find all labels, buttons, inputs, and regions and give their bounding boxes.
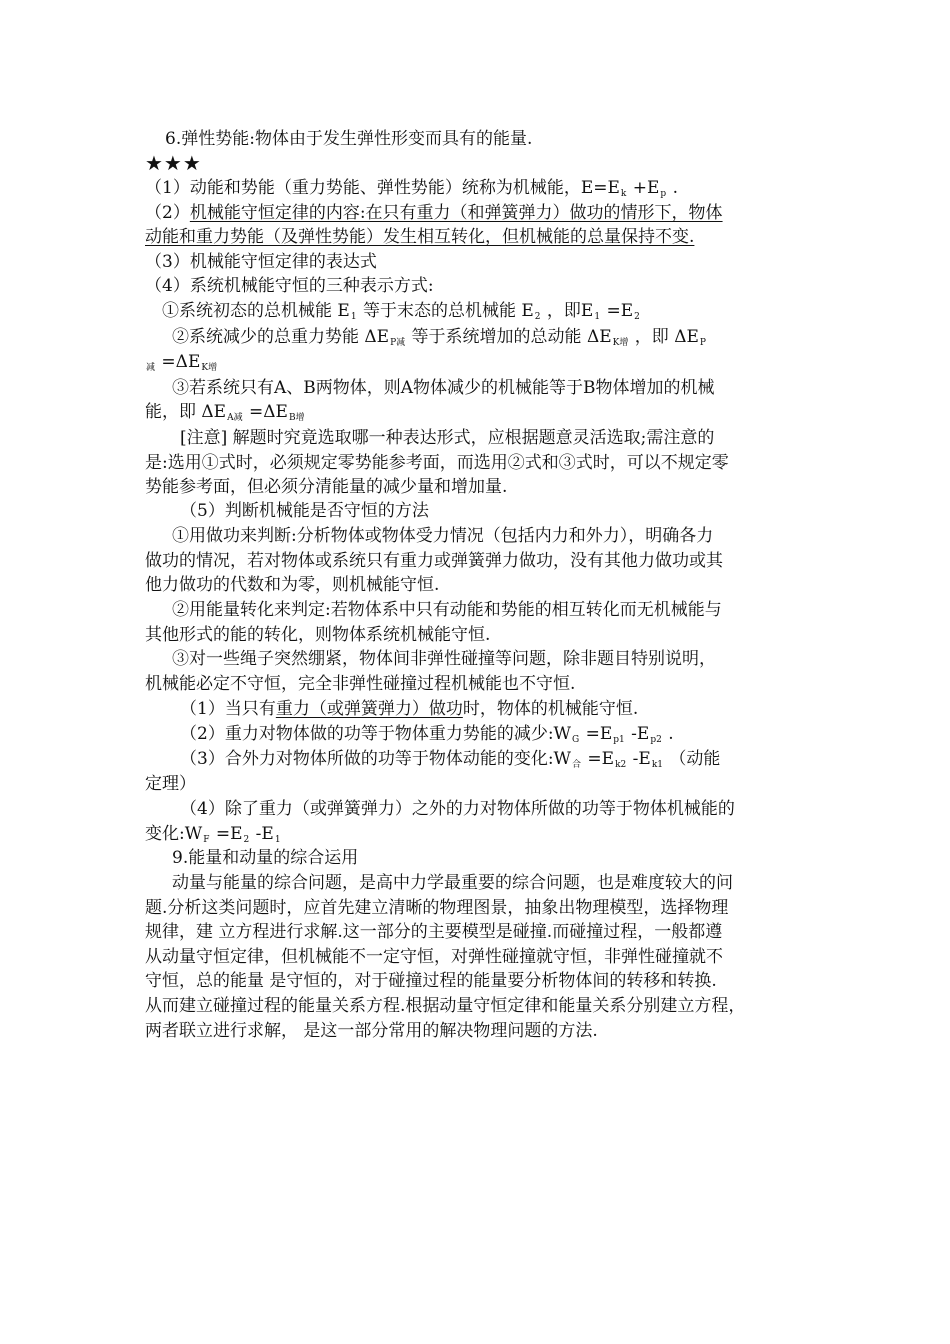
text: ，即E <box>541 301 594 321</box>
paragraph-line <box>180 797 735 821</box>
text: 9.能量和动量的综合运用 <box>172 848 359 868</box>
paragraph-line <box>145 201 723 225</box>
text: =ΔE <box>243 402 288 422</box>
paragraph-line <box>145 969 717 993</box>
paragraph-line <box>145 573 439 597</box>
paragraph-line <box>172 647 716 671</box>
text: ②用能量转化来判定:若物体系中只有动能和势能的相互转化而无机械能与 <box>172 600 722 620</box>
text: （动能 <box>664 749 721 769</box>
text: 6.弹性势能:物体由于发生弹性形变而具有的能量. <box>165 129 533 149</box>
subscript: k <box>620 189 627 199</box>
paragraph-line <box>172 598 722 622</box>
paragraph-line <box>172 325 707 355</box>
text: （5）判断机械能是否守恒的方法 <box>180 501 429 521</box>
text: =ΔE <box>156 352 201 372</box>
paragraph-line <box>172 871 733 895</box>
text: 势能参考面，但必须分清能量的减少量和增加量. <box>145 477 508 497</box>
text: 规律，建 立方程进行求解.这一部分的主要模型是碰撞.而碰撞过程，一般都遵 <box>145 922 723 942</box>
text: =E <box>210 824 243 844</box>
text: （2）重力对物体做的功等于物体重力势能的减少:W <box>180 724 572 744</box>
text: 动量与能量的综合问题，是高中力学最重要的综合问题，也是难度较大的问 <box>172 873 733 893</box>
subscript: K增 <box>612 338 629 348</box>
text: 他力做功的代数和为零，则机械能守恒. <box>145 575 440 595</box>
paragraph-line <box>145 274 434 298</box>
text: （3）合外力对物体所做的功等于物体动能的变化:W <box>180 749 572 769</box>
paragraph-line <box>172 524 713 548</box>
paragraph-line <box>145 451 729 475</box>
subscript: k1 <box>651 760 664 770</box>
text: 时，物体的机械能守恒. <box>462 699 639 719</box>
paragraph-line <box>180 747 720 777</box>
text: 做功的情况，若对物体或系统只有重力或弹簧弹力做功，没有其他力做功或其 <box>145 551 723 571</box>
subscript: 2 <box>534 312 541 322</box>
text: [注意] 解题时究竟选取哪一种表达形式，应根据题意灵活选取;需注意的 <box>180 428 715 448</box>
text: ①用做功来判断:分析物体或物体受力情况（包括内力和外力），明确各力 <box>172 526 714 546</box>
text: 等于系统增加的总动能 ΔE <box>406 327 612 347</box>
text: （2） <box>145 203 190 223</box>
subscript: P <box>699 338 706 348</box>
subscript: 合 <box>572 760 582 770</box>
paragraph-line <box>145 475 507 499</box>
paragraph-line <box>145 994 745 1018</box>
paragraph-line <box>145 549 723 573</box>
subscript: K增 <box>201 363 218 373</box>
paragraph-line <box>145 772 196 796</box>
subscript: 1 <box>274 835 281 845</box>
paragraph-line <box>180 426 714 450</box>
text: 定理） <box>145 774 196 794</box>
text: +E <box>627 178 660 198</box>
text: （4）系统机械能守恒的三种表示方式: <box>145 276 434 296</box>
text: 题.分析这类问题时，应首先建立清晰的物理图景，抽象出物理模型，选择物理 <box>145 898 729 918</box>
paragraph-line <box>180 697 638 721</box>
text: 其他形式的能的转化，则物体系统机械能守恒. <box>145 625 491 645</box>
text: ②系统减少的总重力势能 ΔE <box>172 327 390 347</box>
paragraph-line <box>145 920 722 944</box>
text: 从而建立碰撞过程的能量关系方程.根据动量守恒定律和能量关系分别建立方程， <box>145 996 746 1016</box>
paragraph-line <box>145 225 694 249</box>
text: 等于末态的总机械能 E <box>357 301 534 321</box>
text: -E <box>625 724 650 744</box>
subscript: p1 <box>613 735 625 745</box>
text: 守恒，总的能量 是守恒的，对于碰撞过程的能量要分析物体间的转移和转换. <box>145 971 717 991</box>
text: ③若系统只有A、B两物体，则A物体减少的机械能等于B物体增加的机械 <box>172 378 715 398</box>
subscript: P减 <box>390 338 406 348</box>
text: -E <box>250 824 274 844</box>
text: （1）当只有 <box>180 699 276 719</box>
paragraph-line <box>145 623 490 647</box>
text: . <box>662 724 674 744</box>
subscript: k2 <box>615 760 627 770</box>
star-rating <box>145 151 202 175</box>
section-heading-energy-momentum <box>172 846 358 870</box>
text: ，即 ΔE <box>629 327 699 347</box>
paragraph-line <box>145 896 728 920</box>
paragraph-line <box>145 945 723 969</box>
paragraph-line <box>145 672 575 696</box>
text: -E <box>627 749 651 769</box>
text: 能，即 ΔE <box>145 402 227 422</box>
underlined-text: 动能和重力势能（及弹性势能）发生相互转化，但机械能的总量保持不变. <box>145 227 695 247</box>
text: ③对一些绳子突然绷紧，物体间非弹性碰撞等问题，除非题目特别说明， <box>172 649 716 669</box>
subscript: F <box>203 835 210 845</box>
subscript: G <box>572 735 580 745</box>
text: 从动量守恒定律，但机械能不一定守恒，对弹性碰撞就守恒，非弹性碰撞就不 <box>145 947 723 967</box>
subscript: 2 <box>634 312 640 322</box>
text: （3）机械能守恒定律的表达式 <box>145 252 377 272</box>
section-heading-elastic-potential <box>165 127 532 151</box>
text: =E <box>601 301 634 321</box>
text: . <box>667 178 678 198</box>
underlined-text: 重力（或弹簧弹力）做功 <box>275 699 463 719</box>
subscript: 1 <box>350 312 357 322</box>
text: ①系统初态的总机械能 E <box>162 301 350 321</box>
text: 变化:W <box>145 824 203 844</box>
text: 两者联立进行求解， 是这一部分常用的解决物理问题的方法. <box>145 1021 598 1041</box>
paragraph-line <box>145 250 377 274</box>
subscript: p2 <box>650 735 662 745</box>
text: （4）除了重力（或弹簧弹力）之外的力对物体所做的功等于物体机械能的 <box>180 799 735 819</box>
text: =E <box>582 749 615 769</box>
star-icons: ★★★ <box>145 151 202 175</box>
subscript: 减 <box>146 363 156 373</box>
paragraph-line <box>180 499 429 523</box>
paragraph-line <box>145 1019 598 1043</box>
text: 是:选用①式时，必须规定零势能参考面，而选用②式和③式时，可以不规定零 <box>145 453 729 473</box>
text: =E <box>580 724 613 744</box>
subscript: 2 <box>243 835 250 845</box>
text: 机械能必定不守恒，完全非弹性碰撞过程机械能也不守恒. <box>145 674 576 694</box>
paragraph-line <box>172 376 715 400</box>
text: （1）动能和势能（重力势能、弹性势能）统称为机械能，E=E <box>145 178 620 198</box>
underlined-text: 机械能守恒定律的内容:在只有重力（和弹簧弹力）做功的情形下，物体 <box>189 203 723 223</box>
subscript: A减 <box>227 413 243 423</box>
subscript: p <box>660 189 667 199</box>
subscript: 1 <box>594 312 601 322</box>
subscript: B增 <box>288 413 305 423</box>
